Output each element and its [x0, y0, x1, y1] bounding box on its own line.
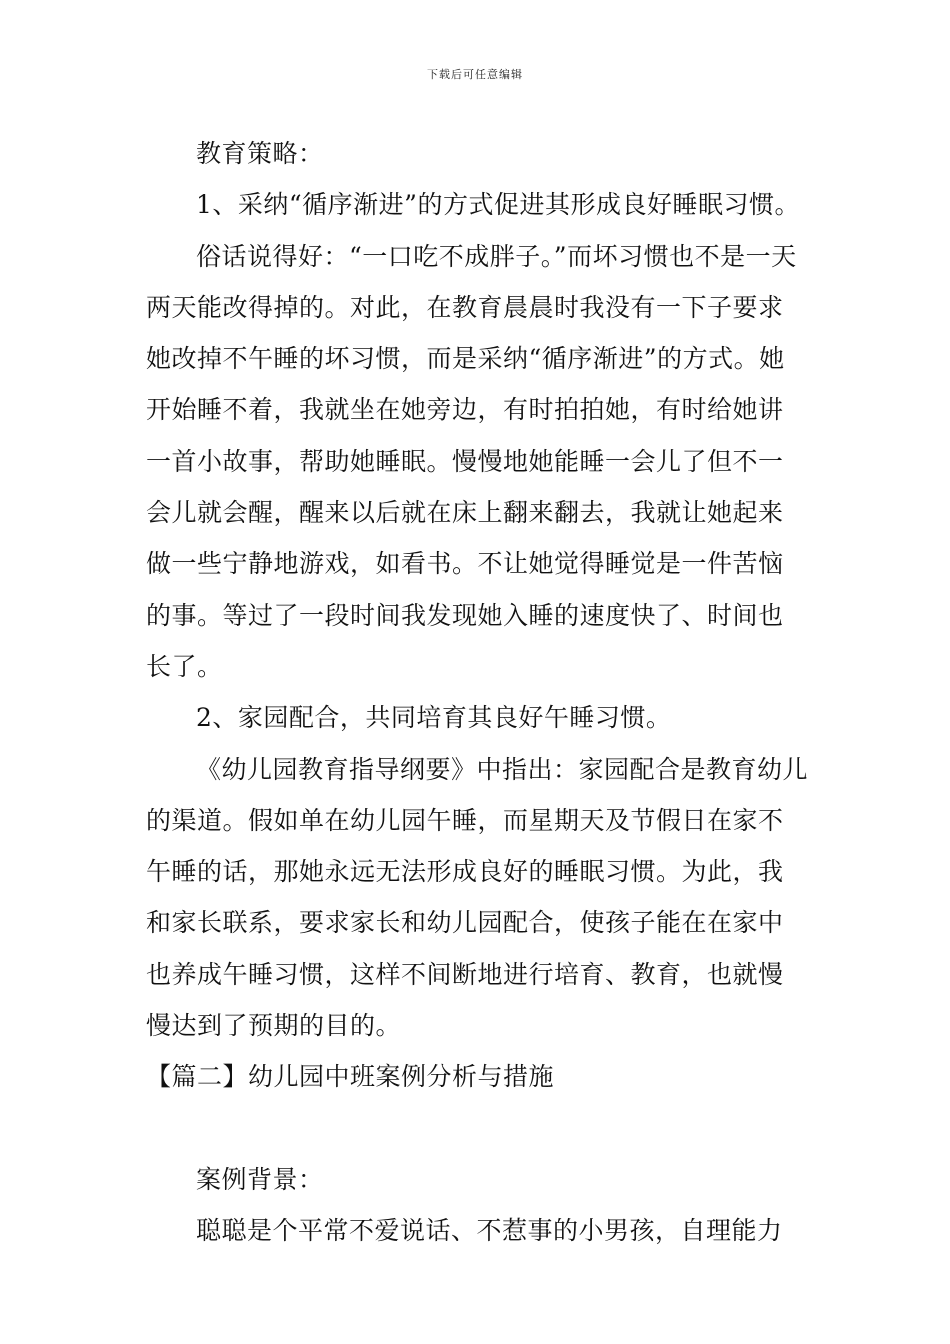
document-body: [146, 128, 808, 1257]
case-background-paragraph: 聪聪是个平常不爱说话、不惹事的小男孩，自理能力: [196, 1216, 783, 1246]
strategy-heading: 教育策略：: [196, 139, 324, 168]
section-spacer: [146, 1103, 808, 1154]
page-header-note: 下载后可任意编辑: [427, 68, 523, 81]
strategy-point-1: 1、采纳“循序渐进”的方式促进其形成良好睡眠习惯。: [196, 190, 800, 220]
strategy-paragraph-1: 俗话说得好：“一口吃不成胖子。”而坏习惯也不是一天两天能改得掉的。对此，在教育晨晨时我没有一下子要求她改掉不午睡的坏习惯，而是采纳“循序渐进”的方式。她开始睡不着，我就坐在她旁边，有时拍拍她，有时给她讲一首小故事，帮助她睡眠。慢慢地她能睡一会儿了但不一会儿就会醒，醒来以后就在床上翻来翻去，我就让她起来做一些宁静地游戏，如看书。不让她觉得睡觉是一件苦恼的事。等过了一段时间我发现她入睡的速度快了、时间也长了。: [146, 241, 797, 681]
strategy-paragraph-2: 《幼儿园教育指导纲要》中指出：家园配合是教育幼儿的渠道。假如单在幼儿园午睡，而星期天及节假日在家不午睡的话，那她永远无法形成良好的睡眠习惯。为此，我和家长联系，要求家长和幼儿园配合，使孩子能在在家中也养成午睡习惯，这样不间断地进行培育、教育，也就慢慢达到了预期的目的。: [146, 754, 809, 1041]
case-background-heading: 案例背景：: [196, 1164, 324, 1194]
strategy-point-2: 2、家园配合，共同培育其良好午睡习惯。: [196, 703, 672, 733]
section-title: 【篇二】幼儿园中班案例分析与措施: [146, 1062, 555, 1092]
